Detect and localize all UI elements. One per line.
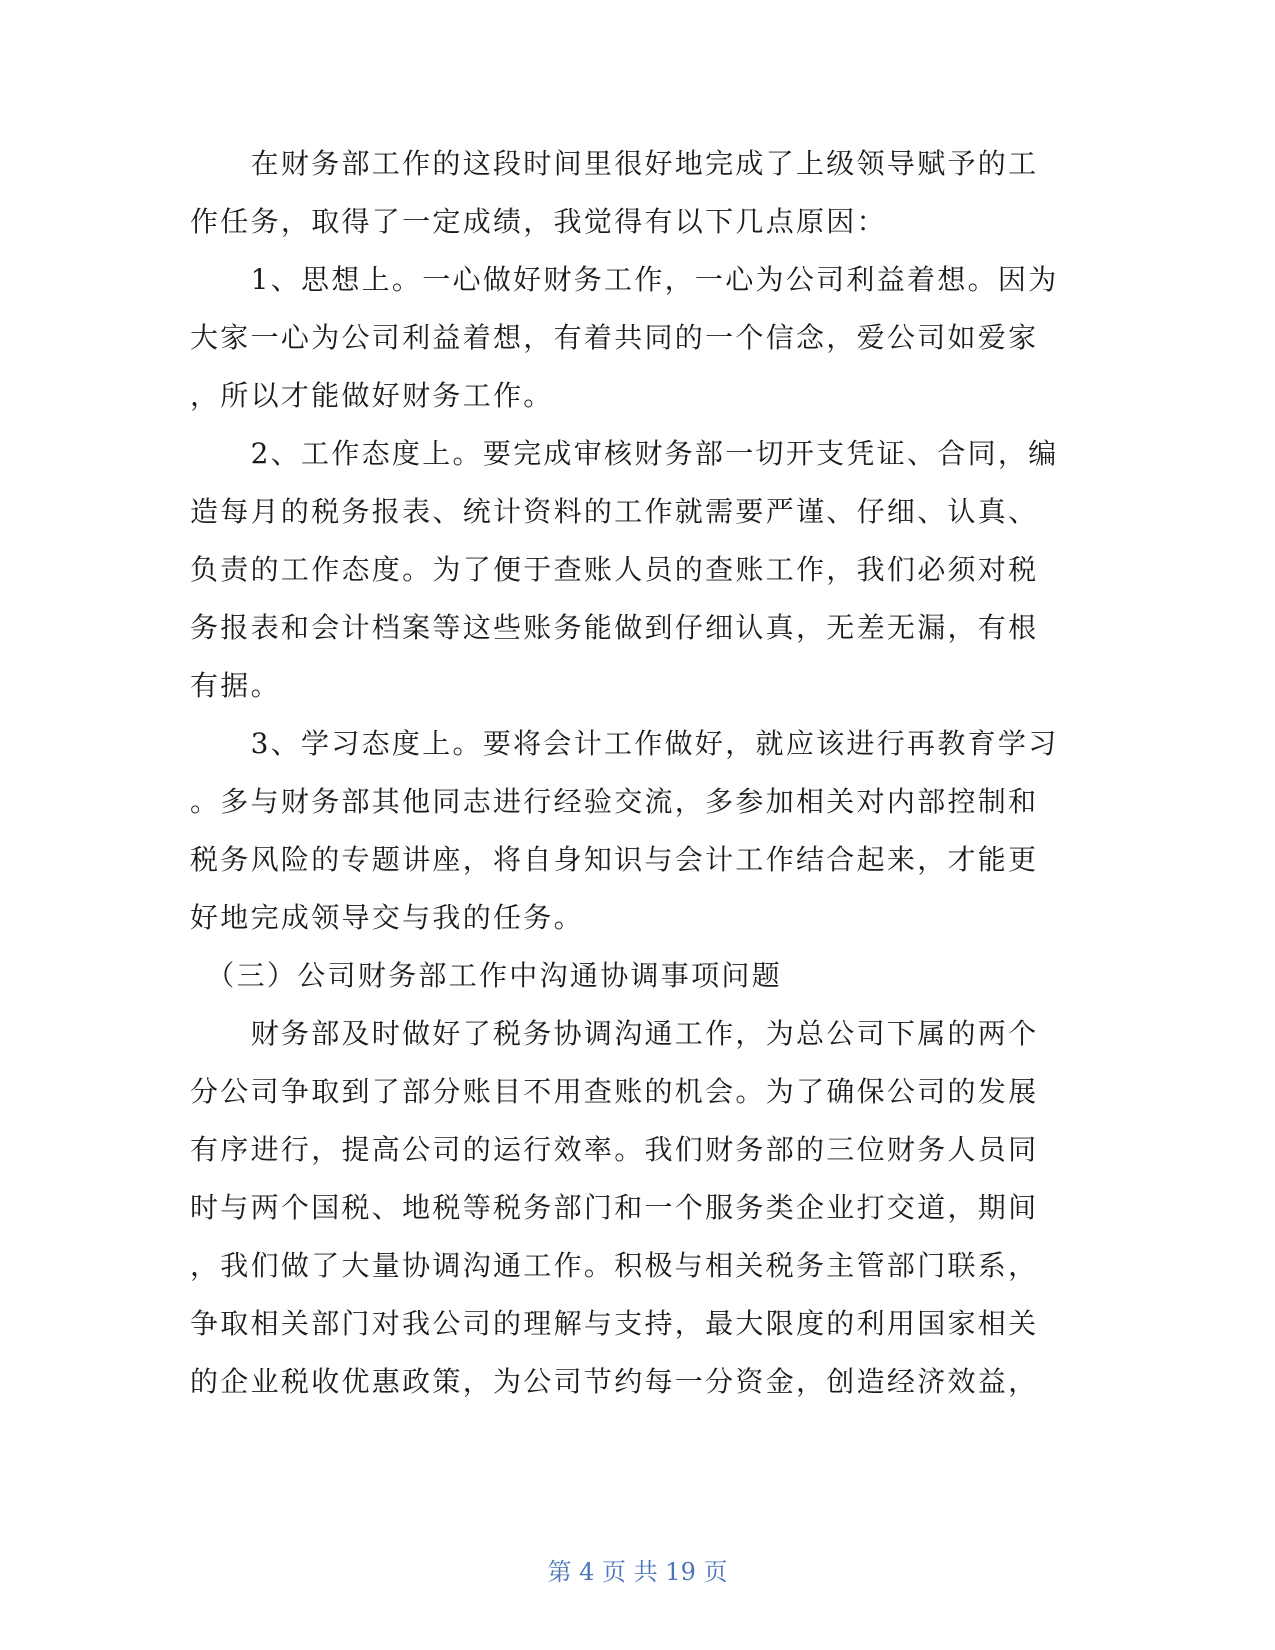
body-line: 时与两个国税、地税等税务部门和一个服务类企业打交道，期间 <box>190 1191 1039 1224</box>
body-line: 财务部及时做好了税务协调沟通工作，为总公司下属的两个 <box>190 1017 1039 1050</box>
body-line: 2、工作态度上。要完成审核财务部一切开支凭证、合同，编 <box>190 437 1059 470</box>
body-line: 1、思想上。一心做好财务工作，一心为公司利益着想。因为 <box>190 263 1059 296</box>
page-number-footer: 第 4 页 共 19 页 <box>547 1558 728 1586</box>
body-line: 税务风险的专题讲座，将自身知识与会计工作结合起来，才能更 <box>190 843 1039 876</box>
body-line: 务报表和会计档案等这些账务能做到仔细认真，无差无漏，有根 <box>190 611 1039 644</box>
body-line: 的企业税收优惠政策，为公司节约每一分资金，创造经济效益， <box>190 1365 1039 1398</box>
body-line: 。多与财务部其他同志进行经验交流，多参加相关对内部控制和 <box>190 785 1039 818</box>
body-line: 造每月的税务报表、统计资料的工作就需要严谨、仔细、认真、 <box>190 495 1039 528</box>
body-line: 大家一心为公司利益着想，有着共同的一个信念，爱公司如爱家 <box>190 321 1039 354</box>
body-line: 有序进行，提高公司的运行效率。我们财务部的三位财务人员同 <box>190 1133 1039 1166</box>
body-line: 作任务，取得了一定成绩，我觉得有以下几点原因： <box>190 205 887 238</box>
body-line: 有据。 <box>190 669 281 702</box>
body-line: 分公司争取到了部分账目不用查账的机会。为了确保公司的发展 <box>190 1075 1039 1108</box>
body-line: ，所以才能做好财务工作。 <box>190 379 554 412</box>
body-line: 3、学习态度上。要将会计工作做好，就应该进行再教育学习 <box>190 727 1059 760</box>
body-line: 争取相关部门对我公司的理解与支持，最大限度的利用国家相关 <box>190 1307 1039 1340</box>
section-heading: （三）公司财务部工作中沟通协调事项问题 <box>190 959 783 992</box>
body-line: 负责的工作态度。为了便于查账人员的查账工作，我们必须对税 <box>190 553 1039 586</box>
body-line: 好地完成领导交与我的任务。 <box>190 901 584 934</box>
body-line: 在财务部工作的这段时间里很好地完成了上级领导赋予的工 <box>190 147 1039 180</box>
body-line: ，我们做了大量协调沟通工作。积极与相关税务主管部门联系， <box>190 1249 1039 1282</box>
